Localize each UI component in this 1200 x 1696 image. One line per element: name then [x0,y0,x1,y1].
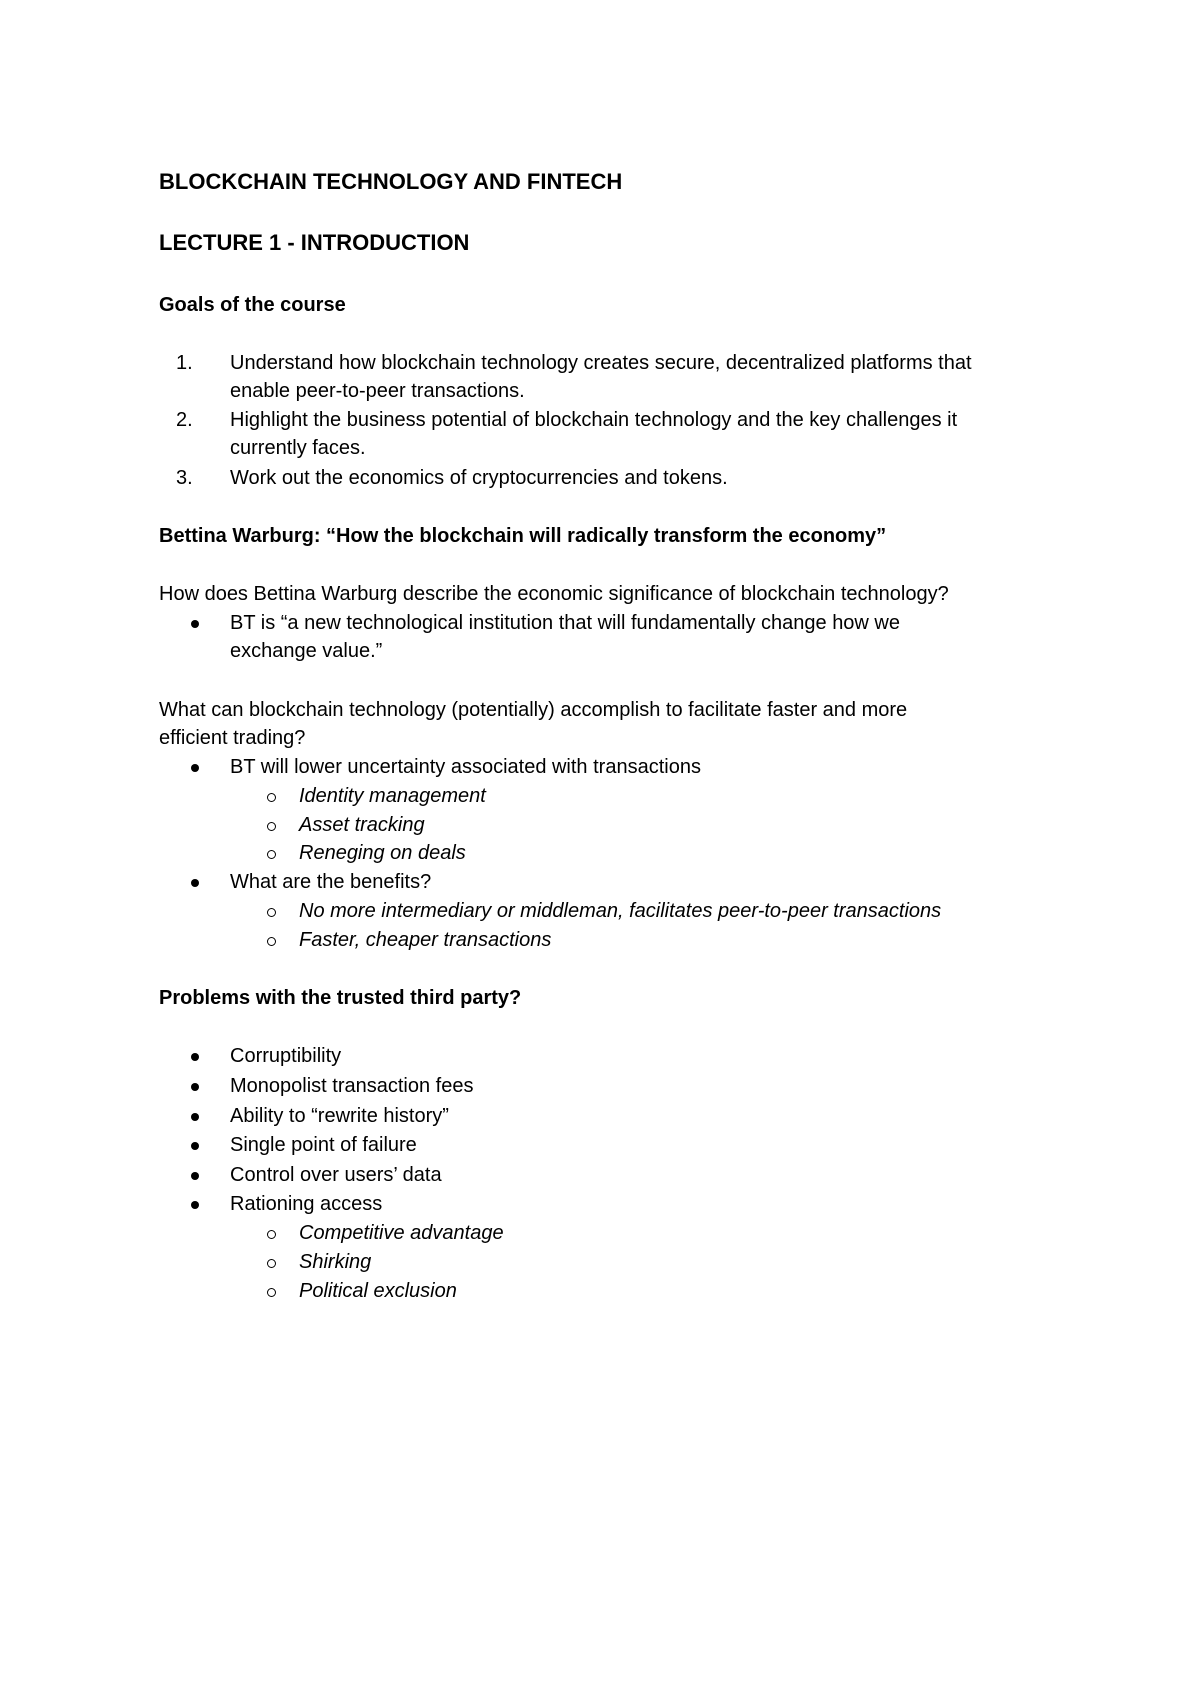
warburg-heading: Bettina Warburg: “How the blockchain will radically transform the economy” [159,525,887,547]
bullet-icon [191,1113,199,1121]
sub-bullet-icon [267,850,276,859]
question-1: How does Bettina Warburg describe the economic significance of blockchain technology? [159,583,949,605]
problem-item: Control over users’ data [230,1164,442,1186]
bullet-icon [191,1053,199,1061]
document-title: BLOCKCHAIN TECHNOLOGY AND FINTECH [159,169,623,194]
bullet-icon [191,1172,199,1180]
goal-1-line-1: Understand how blockchain technology creates secure, decentralized platforms that [230,352,972,374]
goals-heading: Goals of the course [159,294,346,316]
question-2-line-2: efficient trading? [159,727,306,749]
sub-item-competitive: Competitive advantage [299,1222,504,1244]
sub-bullet-icon [267,937,276,946]
bullet-lower-uncertainty: BT will lower uncertainty associated with transactions [230,756,701,778]
sub-bullet-icon [267,1259,276,1268]
answer-1-line-1: BT is “a new technological institution that will fundamentally change how we [230,612,900,634]
bullet-icon [191,620,199,628]
sub-item-reneging: Reneging on deals [299,842,466,864]
goal-2-line-2: currently faces. [230,437,366,459]
problem-item: Rationing access [230,1193,383,1215]
sub-bullet-icon [267,1230,276,1239]
problem-item: Corruptibility [230,1045,342,1067]
sub-item-faster: Faster, cheaper transactions [299,929,552,951]
problem-item: Ability to “rewrite history” [230,1105,449,1127]
sub-bullet-icon [267,793,276,802]
goal-number-1: 1. [176,352,193,374]
sub-item-intermediary: No more intermediary or middleman, facilitates peer-to-peer transactions [299,900,942,922]
sub-item-political: Political exclusion [299,1280,457,1302]
sub-item-shirking: Shirking [299,1251,372,1273]
bullet-icon [191,879,199,887]
sub-item-identity: Identity management [299,785,486,807]
goal-number-3: 3. [176,467,193,489]
answer-1-line-2: exchange value.” [230,640,383,662]
sub-bullet-icon [267,822,276,831]
goal-2-line-1: Highlight the business potential of blockchain technology and the key challenges it [230,409,958,431]
goal-1-line-2: enable peer-to-peer transactions. [230,380,525,402]
bullet-icon [191,1083,199,1091]
sub-bullet-icon [267,1288,276,1297]
bullet-icon [191,1142,199,1150]
problem-item: Monopolist transaction fees [230,1075,474,1097]
bullet-icon [191,764,199,772]
problems-heading: Problems with the trusted third party? [159,987,522,1009]
sub-item-asset: Asset tracking [299,814,425,836]
bullet-icon [191,1201,199,1209]
problem-item: Single point of failure [230,1134,417,1156]
bullet-benefits: What are the benefits? [230,871,432,893]
question-2-line-1: What can blockchain technology (potentially) accomplish to facilitate faster and more [159,699,908,721]
sub-bullet-icon [267,908,276,917]
goal-3-line-1: Work out the economics of cryptocurrencies and tokens. [230,467,728,489]
lecture-heading: LECTURE 1 - INTRODUCTION [159,230,470,255]
goal-number-2: 2. [176,409,193,431]
